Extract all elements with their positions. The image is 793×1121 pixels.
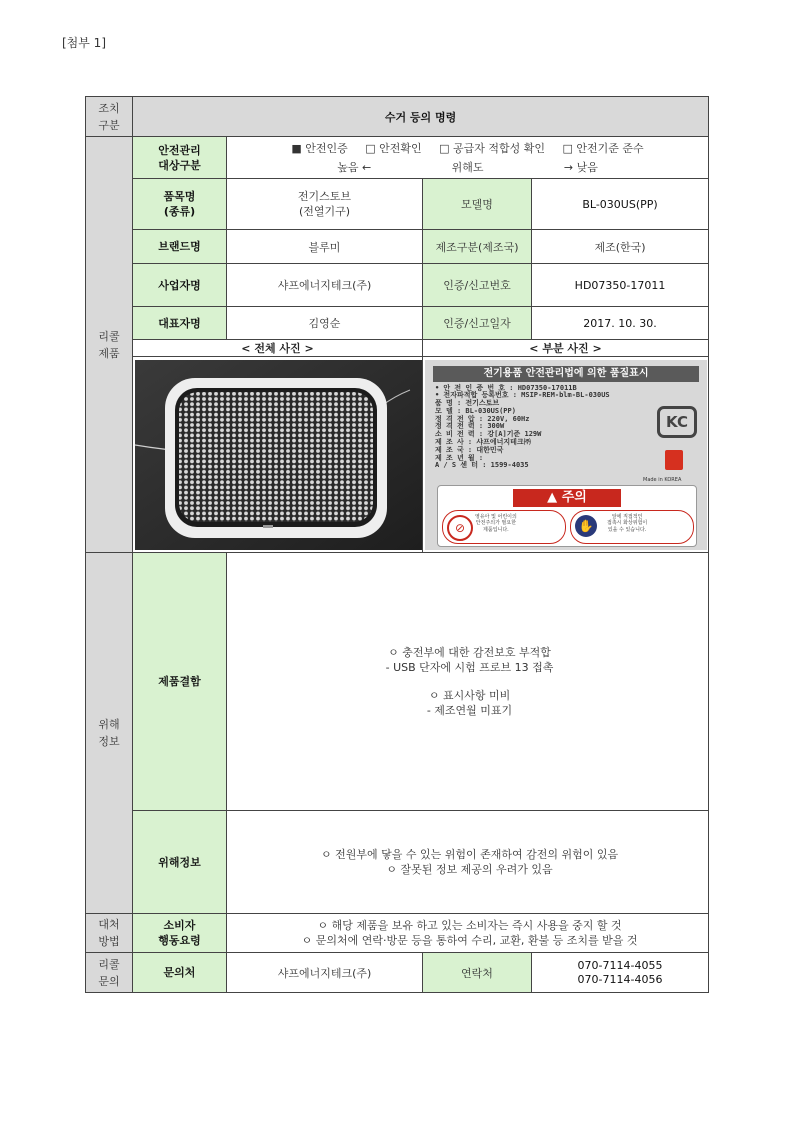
contact-label: 연락처 [423,953,532,993]
defect-details [227,553,709,811]
brand-value: 블루미 [227,230,423,264]
label-line: A / S 센 터 : 1599-4035 [435,461,529,470]
warning-left-panel [442,510,566,544]
side-label-inquiry: 리콜 문의 [86,953,133,993]
model-name-value: BL-030US(PP) [532,179,709,230]
option-safety-check: □ 안전확인 [365,141,422,155]
made-in-label: Made in KOREA [643,476,682,483]
cert-number-label: 인증/신고번호 [423,264,532,307]
label-line: 소 비 전 력 : 강[A]기준 129W [435,430,542,439]
no-child-icon: ⊘ [447,515,473,541]
action-line: ㅇ 해당 제품을 보유 하고 있는 소비자는 즉시 사용을 중지 할 것 [317,919,622,932]
option-safety-cert: ■ 안전인증 [291,141,348,155]
label-line: • 안 전 인 증 번 호 : HD07350-17011B [435,383,577,392]
hazard-info-label: 위해정보 [133,811,227,914]
defect-label: 제품결함 [133,553,227,811]
safety-category-label: 안전관리 대상구분 [133,137,227,179]
warning-left-text: 영유아 및 어린이의 안전주의가 필요한 제품입니다. [475,513,517,533]
photo-full-label: < 전체 사진 > [133,340,423,357]
option-supplier-conformity: □ 공급자 적합성 확인 [439,141,546,155]
warning-right-panel [570,510,694,544]
hazard-line: ㅇ 전원부에 닿을 수 있는 위험이 존재하여 감전의 위험이 있음 [320,848,619,861]
defect-line: ㅇ 표시사항 미비 [428,689,511,702]
manufacture-type-label: 제조구분(제조국) [423,230,532,264]
item-name-label: 품목명 (종류) [133,179,227,230]
label-line: 정 격 전 력 : 300W [435,422,505,431]
scale-mid: 위해도 [451,160,484,174]
scale-low: → 낮음 [563,160,598,174]
company-value: 샤프에너지테크(주) [227,264,423,307]
defect-line: ㅇ 충전부에 대한 감전보호 부적합 [388,646,551,659]
label-line: 모 델 : BL-030US(PP) [435,406,516,415]
safety-category-options [227,137,709,179]
contact-phones [532,953,709,993]
photo-part-cell [423,357,709,553]
warning-title-text: 주의 [561,489,587,505]
label-line: 정 격 전 압 : 220V, 60Hz [435,414,530,423]
kc-mark-icon: KC [657,406,697,438]
label-line: 제 조 국 : 대한민국 [435,445,504,454]
cert-number-value: HD07350-17011 [532,264,709,307]
phone-number[interactable]: 070-7114-4056 [577,972,663,986]
product-label-photo [425,360,707,550]
consumer-action-details [227,914,709,953]
label-line: 제 조 년 월 : [435,453,484,462]
ceo-value: 김영순 [227,307,423,340]
cert-date-value: 2017. 10. 30. [532,307,709,340]
side-label-recall-product: 리콜 제품 [86,137,133,553]
model-name-label: 모델명 [423,179,532,230]
label-photo-title: 전기용품 안전관리법에 의한 품질표시 [433,366,699,382]
label-photo-lines [435,385,635,471]
inquiry-label: 문의처 [133,953,227,993]
recall-order-table [85,96,709,993]
item-name-value: 전기스토브 (전열기구) [227,179,423,230]
consumer-action-label: 소비자 행동요령 [133,914,227,953]
action-line: ㅇ 문의처에 연락·방문 등을 통하여 수리, 교환, 환불 등 조치를 받을 것 [301,934,638,947]
warning-right-text: 앞에 직접적인 접촉시 화상위험이 있을 수 있습니다. [607,513,648,533]
hazard-line: ㅇ 잘못된 정보 제공의 우려가 있음 [386,863,553,876]
defect-line: - 제조연월 미표기 [426,704,513,717]
side-label-action: 조치 구분 [86,97,133,137]
cert-date-label: 인증/신고일자 [423,307,532,340]
warning-box [437,485,697,547]
photo-full-cell [133,357,423,553]
company-label: 사업자명 [133,264,227,307]
brand-logo-icon [665,450,683,470]
inquiry-value: 샤프에너지테크(주) [227,953,423,993]
no-touch-icon: ✋ [575,515,597,537]
page-title: 수거 등의 명령 [133,97,709,137]
hazard-details [227,811,709,914]
side-label-response: 대처 방법 [86,914,133,953]
option-safety-standard: □ 안전기준 준수 [562,141,644,155]
brand-label: 브랜드명 [133,230,227,264]
ceo-label: 대표자명 [133,307,227,340]
label-line: 제 조 사 : 샤프에너지테크㈜ [435,438,531,447]
warning-triangle-icon: ▲ [547,489,558,505]
attachment-label: [첨부 1] [62,36,106,50]
scale-high: 높음 ← [337,160,372,174]
product-full-photo [135,360,422,550]
label-line: • 전자파적합 등록번호 : MSIP-REM-blm-BL-030US [435,391,610,400]
phone-number[interactable]: 070-7114-4055 [577,958,663,972]
side-label-hazard: 위해 정보 [86,553,133,914]
label-line: 품 명 : 전기스토브 [435,399,500,408]
warning-title [513,489,621,507]
manufacture-type-value: 제조(한국) [532,230,709,264]
defect-line: - USB 단자에 시험 프로브 13 접촉 [385,661,554,674]
photo-part-label: < 부분 사진 > [423,340,709,357]
